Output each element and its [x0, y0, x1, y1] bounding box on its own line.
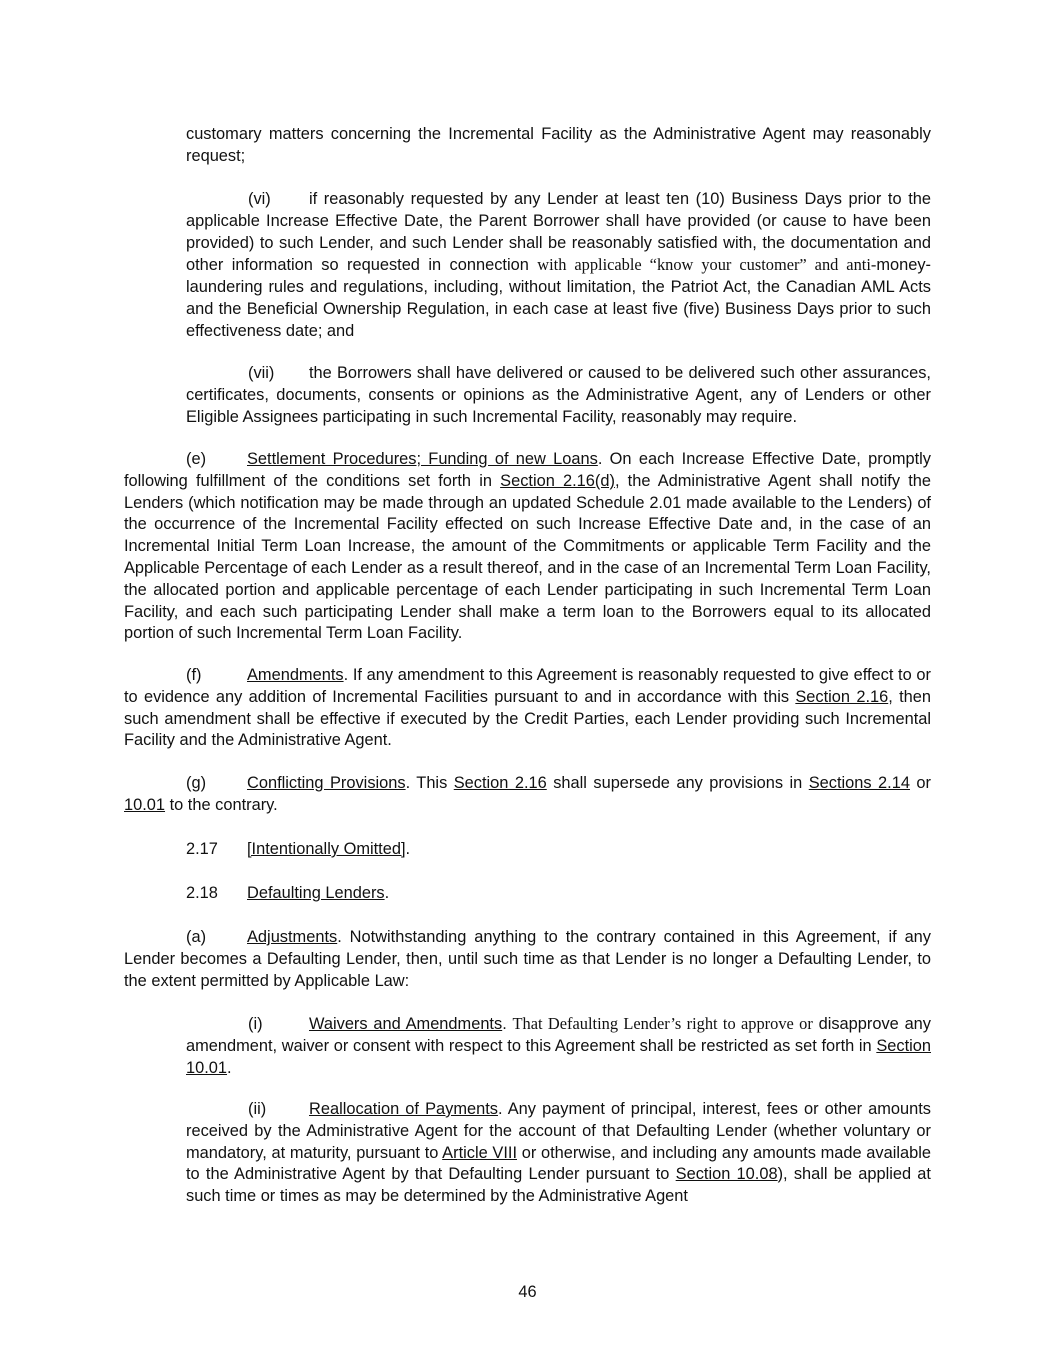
section-reference-link[interactable]: Section 2.16	[453, 774, 547, 792]
section-text: . This	[405, 774, 454, 792]
clause-text: or otherwise, and including any amounts made available to the Administrative Agent by that Defaulting Lender pursuant to	[186, 1143, 931, 1184]
clause-label: (ii)	[248, 1100, 267, 1118]
section-text: . On each Increase Effective Date, promptly following fulfillment of the conditions set forth in	[124, 450, 931, 490]
section-reference-link[interactable]: 10.01	[124, 795, 166, 814]
heading-period: .	[384, 884, 390, 902]
page-number: 46	[518, 1283, 537, 1301]
section-number: 2.18	[186, 884, 218, 902]
section-reference-link[interactable]: Section 10.08	[675, 1165, 778, 1184]
section-text: . If any amendment to this Agreement is reasonably requested to give effect to or to evidence any addition of Incremental Facilities pursuant to and in accordance with this	[124, 666, 931, 706]
clause-text: .	[227, 1058, 232, 1077]
section-heading: Settlement Procedures; Funding of new Loans	[247, 450, 598, 468]
section-heading: Adjustments	[247, 928, 338, 946]
section-label: (g)	[186, 774, 207, 792]
clause-label: (vii)	[248, 364, 275, 382]
section-e	[124, 449, 931, 645]
section-heading: Conflicting Provisions	[247, 774, 406, 792]
clause-text-serif: with applicable “know your customer” and anti-	[537, 255, 877, 275]
section-f	[124, 665, 931, 752]
paragraph-continuation	[186, 124, 931, 168]
section-2-17	[124, 839, 931, 861]
clause-heading: Waivers and Amendments	[309, 1015, 503, 1033]
section-2-18	[124, 883, 931, 905]
clause-text: if reasonably requested by any Lender at least ten (10) Business Days prior to the applicable Increase Effective Date, the Parent Borrower shall have provided (or cause to have been provided) to such Lender, and such Lender shall be reasonably satisfied with, the documentation and other information so requested in connection	[186, 190, 931, 275]
section-text: , then such amendment shall be effective if executed by the Credit Parties, each Lender providing such Incremental Facility and the Administrative Agent.	[124, 687, 931, 750]
clause-vii	[186, 363, 931, 428]
section-text: to the contrary.	[165, 795, 278, 814]
section-heading: Defaulting Lenders	[247, 884, 385, 902]
heading-period: .	[405, 840, 411, 858]
clause-text: .	[502, 1015, 513, 1033]
clause-heading: Reallocation of Payments	[309, 1100, 498, 1118]
clause-text-serif: That Defaulting Lender’s right to approve or	[512, 1014, 813, 1033]
paragraph-text: customary matters concerning the Incremental Facility as the Administrative Agent may reasonably request;	[186, 125, 931, 165]
section-reference-link[interactable]: Section 2.16	[795, 687, 889, 706]
clause-text: money-laundering rules and regulations, including, without limitation, the Patriot Act, the Canadian AML Acts and the Beneficial Ownership Regulation, in each case at least five (five) Business Days prior to such effectiveness date; and	[186, 256, 932, 340]
clause-label: (i)	[248, 1015, 263, 1033]
article-reference-link[interactable]: Article VIII	[442, 1143, 518, 1162]
section-g	[124, 773, 931, 817]
clause-ii	[186, 1099, 931, 1208]
section-label: (f)	[186, 666, 202, 684]
section-heading: Amendments	[247, 666, 344, 684]
clause-text: disapprove any amendment, waiver or consent with respect to this Agreement shall be restricted as set forth in	[186, 1015, 931, 1055]
clause-text: ), shall be applied at such time or times as may be determined by the Administrative Agent	[186, 1165, 931, 1206]
section-text: , the Administrative Agent shall notify the Lenders (which notification may be made through an updated Schedule 2.01 made available to the Lenders) of the occurrence of the Incremental Facility effected on such Increase Effective Date and, in the case of an Incremental Initial Term Loan Increase, the amount of the Commitments or applicable Term Facility and the Applicable Percentage of each Lender as a result thereof, and in the case of an Incremental Term Loan Facility, the allocated portion and applicable percentage of each Lender participating in such Incremental Term Loan Facility, and each such participating Lender shall make a term loan to the Borrowers equal to its allocated portion of such Incremental Term Loan Facility.	[124, 471, 931, 643]
section-reference-link[interactable]: Section 2.16(d)	[500, 471, 615, 490]
section-reference-link[interactable]: Sections 2.14	[808, 774, 910, 792]
section-a	[124, 927, 931, 992]
section-label: (e)	[186, 450, 207, 468]
clause-label: (vi)	[248, 190, 271, 208]
section-text: shall supersede any provisions in	[546, 774, 809, 792]
section-heading: [Intentionally Omitted]	[247, 840, 406, 858]
clause-text: the Borrowers shall have delivered or caused to be delivered such other assurances, certificates, documents, consents or opinions as the Administrative Agent, any of Lenders or other Eligible Assignees participating in such Incremental Facility, reasonably may require.	[186, 364, 931, 426]
clause-vi	[186, 189, 931, 343]
section-reference-link[interactable]: Section 10.01	[186, 1036, 931, 1077]
clause-text: . Any payment of principal, interest, fees or other amounts received by the Administrative Agent for the account of that Defaulting Lender (whether voluntary or mandatory, at maturity, pursuant to	[186, 1100, 932, 1162]
section-text: . Notwithstanding anything to the contrary contained in this Agreement, if any Lender becomes a Defaulting Lender, then, until such time as that Lender is no longer a Defaulting Lender, to the extent permitted by Applicable Law:	[124, 928, 931, 990]
clause-i	[186, 1013, 931, 1079]
section-text: or	[909, 774, 931, 792]
section-label: (a)	[186, 928, 207, 946]
section-number: 2.17	[186, 840, 218, 858]
